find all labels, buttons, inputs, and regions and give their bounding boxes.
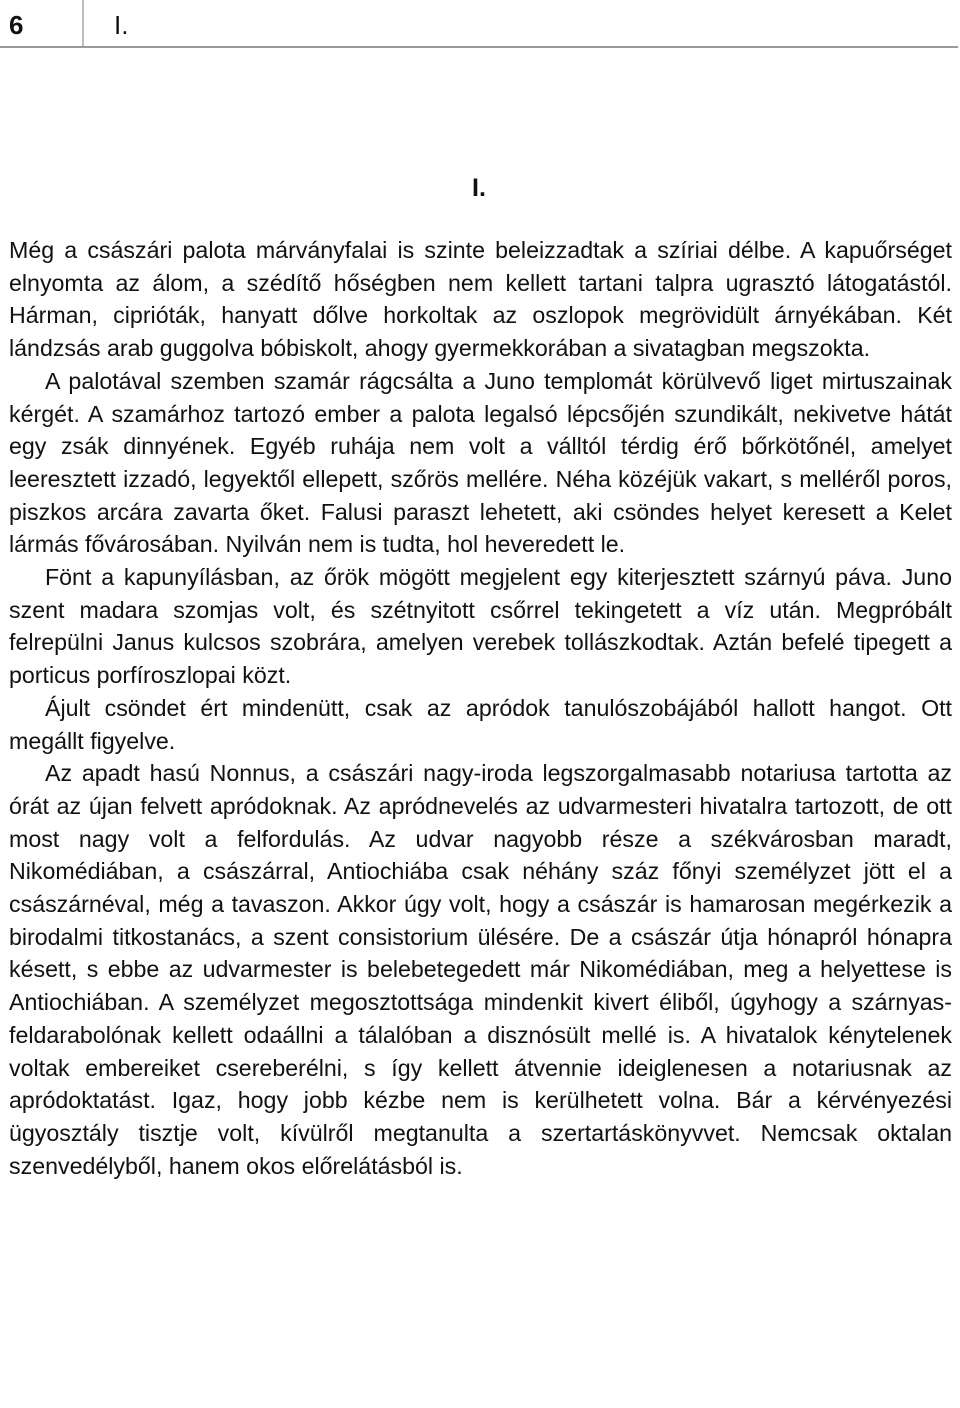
- paragraph: A palotával szemben szamár rágcsálta a Juno templomát körülvevő liget mirtuszainak kérgét. A szamárhoz tartozó ember a palota legalsó lépcsőjén szundikált, nekivetve hátát egy zsák dinnyének. Egyéb ruhája nem volt a válltól térdig érő bőrkötőnél, amelyet leeresztett izzadó, legyektől ellepett, szőrös mellére. Néha közéjük vakart, s melléről poros, piszkos arcára zavarta őket. Falusi paraszt lehetett, aki csöndes helyet keresett a Kelet lármás fővárosában. Nyilván nem is tudta, hol heveredett le.: [9, 367, 952, 558]
- body-text: [9, 234, 952, 1182]
- paragraph: Fönt a kapunyílásban, az őrök mögött megjelent egy kiterjesztett szárnyú páva. Juno szent madara szomjas volt, és szétnyitott csőrrel tekingetett a víz után. Megpróbált felrepülni Janus kulcsos szobrára, amelyen verebek tollászkodtak. Aztán befelé tipegett a porticus porfíroszlopai közt.: [9, 564, 952, 689]
- chapter-heading-text: I.: [472, 174, 486, 202]
- header-divider: [82, 0, 84, 46]
- chapter-heading: [0, 172, 960, 204]
- paragraph: Még a császári palota márványfalai is szinte beleizzadtak a szíriai délbe. A kapuőrséget elnyomta az álom, a szédítő hőségben nem kellett tartani talpra ugrasztó látogatástól. Hárman, ciprióták, hanyatt dőlve horkoltak az oszlopok megrövidült árnyékában. Két lándzsás arab guggolva bóbiskolt, ahogy gyermekkorában a sivatagban megszokta.: [9, 237, 952, 362]
- paragraph: Az apadt hasú Nonnus, a császári nagy-iroda legszorgalmasabb notariusa tartotta az órát az újan felvett apródoknak. Az apródnevelés az udvarmesteri hivatalra tartozott, de ott most nagy volt a felfordulás. Az udvar nagyobb része a székvárosban maradt, Nikomédiában, a császárral, Antiochiába csak néhány száz főnyi személyzet jött el a császárnéval, még a tavaszon. Akkor úgy volt, hogy a császár is hamarosan megérkezik a birodalmi titkostanács, a szent consistorium ülésére. De a császár útja hónapról hónapra késett, s ebbe az udvarmester is belebetegedett már Nikomédiában, meg a helyettese is Antiochiában. A személyzet megosztottsága mindenkit kivert éliből, úgyhogy a szárnyas-feldarabolónak kellett odaállni a tálalóban a disznósült mellé is. A hivatalok kénytelenek voltak embereiket csereberélni, s így kellett átvennie ideiglenesen a notariusnak az apródoktatást. Igaz, hogy jobb kézbe nem is kerülhetett volna. Bár a kérvényezési ügyosztály tisztje volt, kívülről megtanulta a szertartáskönyvvet. Nemcsak oktalan szenvedélyből, hanem okos előrelátásból is.: [9, 760, 952, 1179]
- page-header: [0, 0, 958, 48]
- running-title: I.: [114, 10, 129, 40]
- page-number: 6: [9, 10, 24, 40]
- paragraph: Ájult csöndet ért mindenütt, csak az apródok tanulószobájából hallott hangot. Ott megállt figyelve.: [9, 694, 952, 754]
